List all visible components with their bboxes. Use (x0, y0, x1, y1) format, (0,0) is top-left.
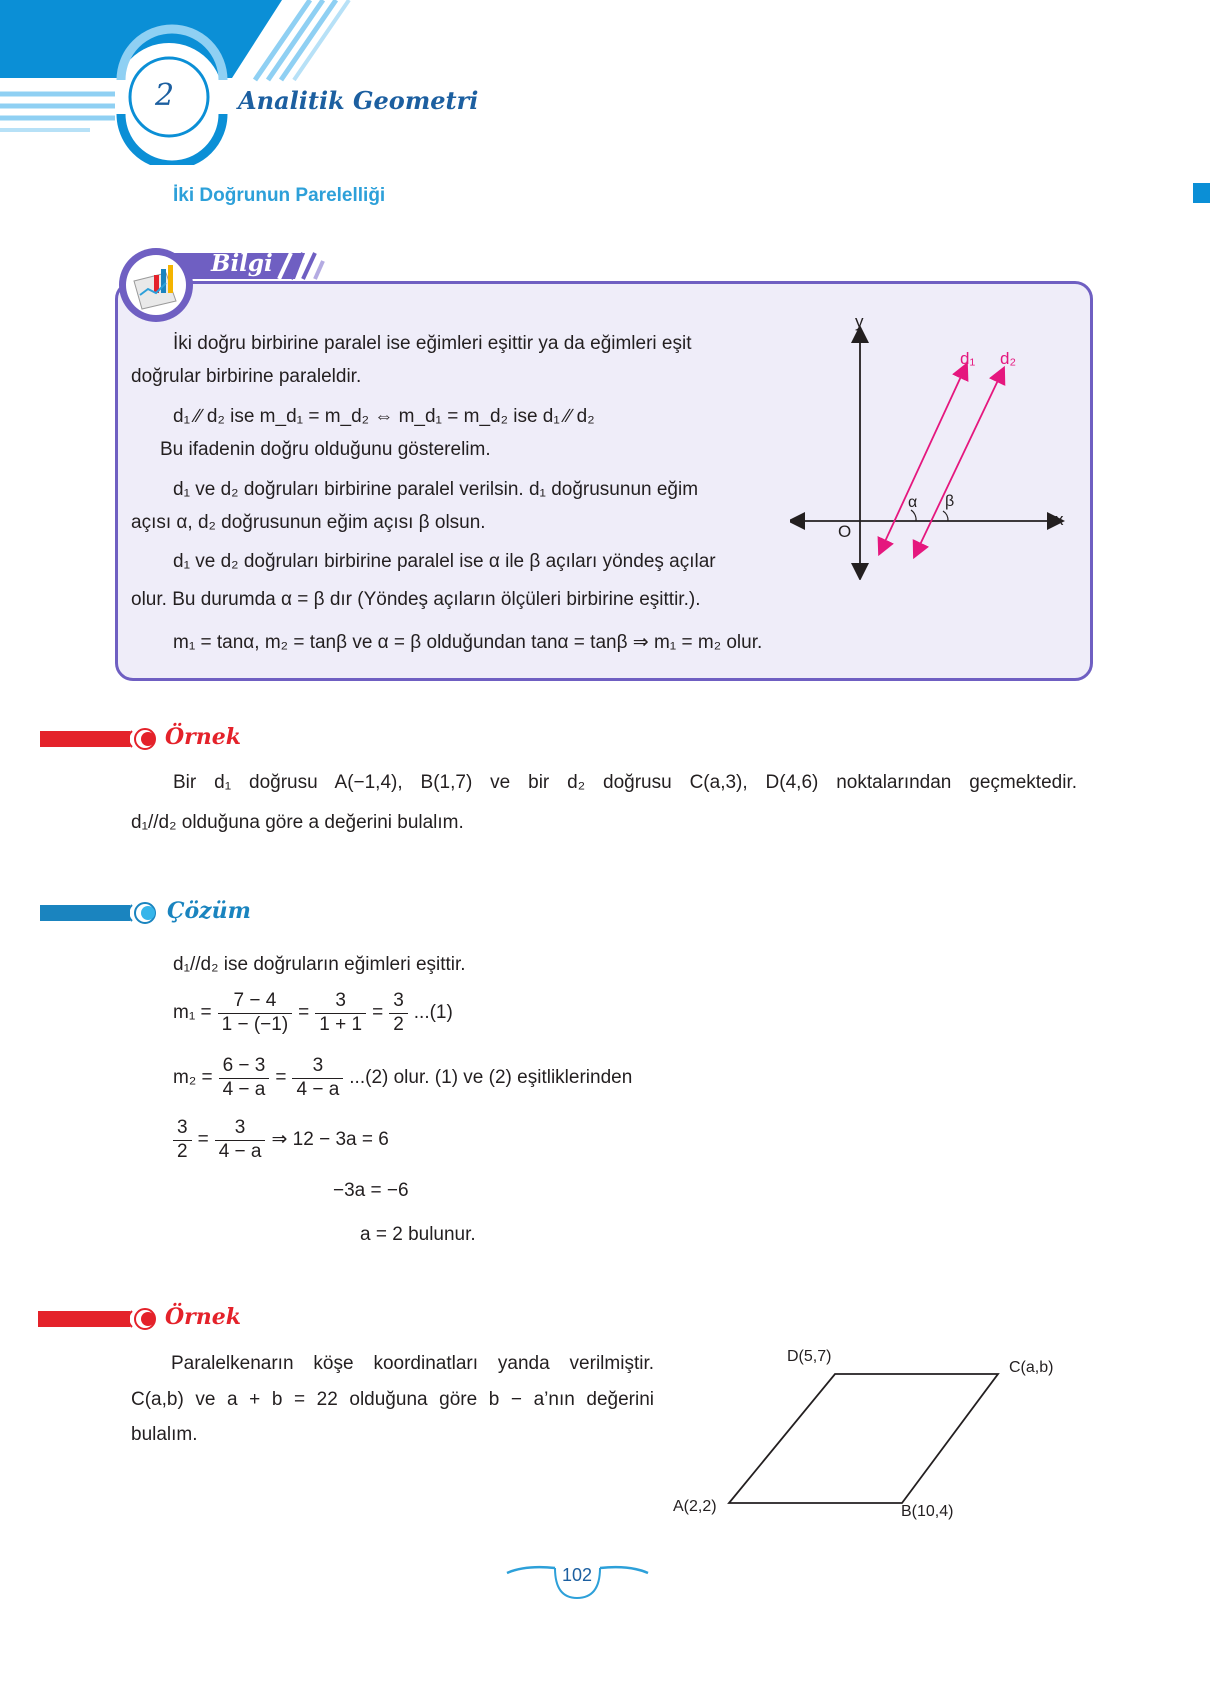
solution-1-title: Çözüm (167, 898, 251, 924)
example-2-line-1: Paralelkenarın köşe koordinatları yanda verilmiştir. (171, 1353, 654, 1374)
example-1-marker (40, 727, 165, 751)
vertex-b-label: B(10,4) (901, 1503, 954, 1520)
header-decoration (0, 0, 460, 165)
line-d2 (917, 374, 1001, 551)
bilgi-label: Bilgi (211, 250, 273, 277)
vertex-c-label: C(a,b) (1009, 1359, 1054, 1376)
m1-fraction-3: $\frac{3}{2}$ (389, 990, 408, 1037)
x-axis-label: x (1055, 510, 1064, 529)
m1-tail: ...(1) (413, 1001, 453, 1023)
solution-m2-equation: m₂ = $\frac{6 - 3}{4 - a}$ = $\frac{3}{4 - a}$ ...(2) olur. (1) ve (2) eşitliklerinden (173, 1055, 633, 1100)
equality-fraction-1: $\frac{3}{2}$ (173, 1117, 192, 1164)
info-paragraph-4-line-1: d₁ ve d₂ doğruları birbirine paralel ise α ile β açıları yöndeş açılar (173, 551, 716, 572)
chapter-title: Analitik Geometri (238, 86, 479, 115)
m2-fraction-1: $\frac{6 - 3}{4 - a}$ (219, 1055, 270, 1102)
solution-step-2: −3a = −6 (333, 1180, 409, 1201)
parallel-lines-diagram (790, 310, 1080, 580)
line-d1-label: d₁ (960, 349, 976, 368)
vertex-a-label: A(2,2) (673, 1498, 717, 1515)
equality-fraction-2: $\frac{3}{4 - a}$ (215, 1117, 266, 1164)
info-paragraph-4-line-2: olur. Bu durumda α = β dır (Yöndeş açıların ölçüleri birbirine eşittir.). (131, 589, 701, 610)
solution-1-line-1: d₁//d₂ ise doğruların eğimleri eşittir. (173, 954, 466, 975)
info-paragraph-3-line-1: d₁ ve d₂ doğruları birbirine paralel verilsin. d₁ doğrusunun eğim (173, 479, 699, 500)
chart-report-icon (126, 255, 186, 315)
info-paragraph-3-line-2: açısı α, d₂ doğrusunun eğim açısı β olsun. (131, 512, 486, 533)
solution-equality: $\frac{3}{2}$ = $\frac{3}{4 - a}$ ⇒ 12 − 3a = 6 (173, 1117, 389, 1164)
chapter-number: 2 (155, 78, 175, 113)
info-paragraph-5: m₁ = tanα, m₂ = tanβ ve α = β olduğundan tanα = tanβ ⇒ m₁ = m₂ olur. (173, 632, 763, 653)
example-1-title: Örnek (165, 724, 241, 750)
m1-fraction-2: $\frac{3}{1 + 1}$ (315, 990, 366, 1037)
solution-step-3: a = 2 bulunur. (360, 1224, 476, 1245)
example-2-line-2: C(a,b) ve a + b = 22 olduğuna göre b − a’nın değerini (131, 1389, 654, 1410)
section-title: İki Doğrunun Parelelliği (173, 185, 386, 206)
m2-tail: ...(2) olur. (1) ve (2) eşitliklerinden (349, 1066, 633, 1088)
parallelogram (729, 1374, 998, 1503)
angle-beta-arc (943, 511, 948, 521)
solution-m1-equation: m₁ = $\frac{7 - 4}{1 - (-1)}$ = $\frac{3}{1 + 1}$ = $\frac{3}{2}$ ...(1) (173, 990, 453, 1035)
solution-1-marker (40, 901, 165, 925)
example-2-marker (38, 1307, 165, 1331)
example-2-line-3: bulalım. (131, 1424, 198, 1445)
m2-lhs: m₂ = (173, 1066, 213, 1088)
m2-fraction-2: $\frac{3}{4 - a}$ (292, 1055, 343, 1102)
origin-label: O (838, 522, 852, 541)
m1-fraction-1: $\frac{7 - 4}{1 - (-1)}$ (218, 990, 293, 1037)
info-paragraph-2: Bu ifadenin doğru olduğunu gösterelim. (160, 439, 491, 460)
equality-tail: ⇒ 12 − 3a = 6 (271, 1128, 389, 1150)
page-edge-tab (1193, 183, 1210, 203)
line-d2-label: d₂ (1000, 349, 1017, 368)
example-1-line-1: Bir d₁ doğrusu A(−1,4), B(1,7) ve bir d₂ doğrusu C(a,3), D(4,6) noktalarından geçmektedir. (173, 772, 1077, 793)
info-paragraph-1-line-1: İki doğru birbirine paralel ise eğimleri eşittir ya da eğimleri eşit (173, 333, 692, 354)
example-1-line-2: d₁//d₂ olduğuna göre a değerini bulalım. (131, 812, 464, 833)
info-formula: d₁ ∕∕ d₂ ise m_d₁ = m_d₂ ⇔ m_d₁ = m_d₂ ise d₁ ∕∕ d₂ (173, 406, 595, 427)
info-paragraph-1-line-2: doğrular birbirine paraleldir. (131, 366, 362, 387)
example-2-title: Örnek (165, 1304, 241, 1330)
m1-lhs: m₁ = (173, 1001, 212, 1023)
angle-beta-label: β (945, 493, 955, 510)
angle-alpha-label: α (908, 494, 918, 511)
parallelogram-diagram (720, 1365, 1030, 1520)
y-axis-label: y (855, 312, 864, 331)
vertex-d-label: D(5,7) (787, 1348, 832, 1365)
page-number: 102 (561, 1565, 593, 1585)
